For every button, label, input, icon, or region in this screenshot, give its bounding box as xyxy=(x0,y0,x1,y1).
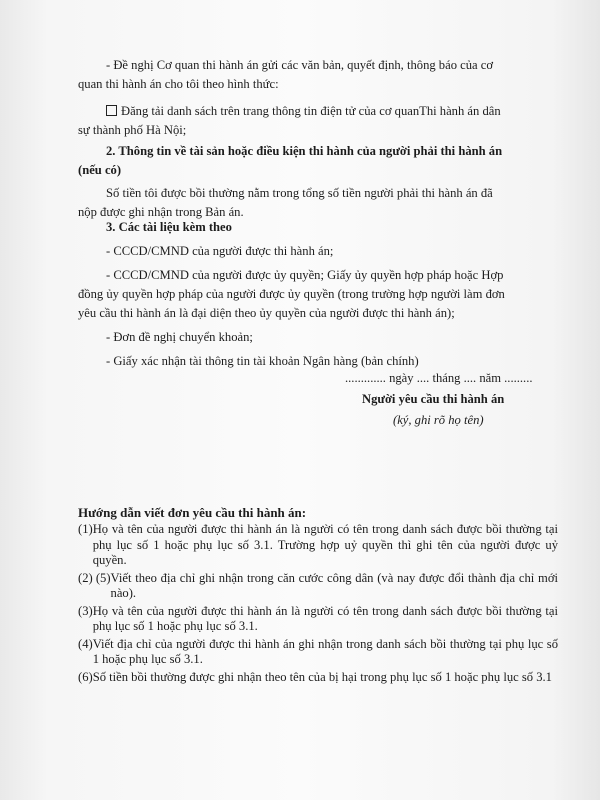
request-line-1: - Đề nghị Cơ quan thi hành án gửi các văn bản, quyết định, thông báo của cơ xyxy=(106,58,494,72)
signature-note: (ký, ghi rõ họ tên) xyxy=(393,413,484,427)
section-3-item-2a: - CCCD/CMND của người được ủy quyền; Giấy ủy quyền hợp pháp hoặc Hợp xyxy=(106,268,504,282)
guide-item-number: (2) (5) xyxy=(78,570,111,585)
checkbox-label-1: Đăng tải danh sách trên trang thông tin điện tử của cơ quanThi hành án dân xyxy=(121,104,501,118)
guide-item-text: Viết địa chỉ của người được thi hành án ghi nhận trong danh sách bồi thường tại phụ lục số 1 hoặc phụ lục số 3.1. xyxy=(92,636,558,666)
checkbox-label-2: sự thành phố Hà Nội; xyxy=(78,123,187,137)
section-3-item-4: - Giấy xác nhận tài thông tin tài khoản Ngân hàng (bản chính) xyxy=(106,354,419,368)
guide-item-number: (1) xyxy=(78,522,93,536)
guide-list xyxy=(78,522,558,687)
guide-item xyxy=(78,604,558,635)
checkbox-icon[interactable] xyxy=(106,105,117,116)
guide-item-number: (4) xyxy=(78,636,93,651)
request-paragraph xyxy=(78,56,548,140)
section-2-text-1: Số tiền tôi được bồi thường nằm trong tổng số tiền người phải thi hành án đã xyxy=(106,186,493,200)
guide-item-text: Viết theo địa chỉ ghi nhận trong căn cước công dân (và nay được đổi thành địa chỉ mới nào). xyxy=(110,570,558,600)
guide-item-number: (6) xyxy=(78,669,93,684)
section-3-item-1: - CCCD/CMND của người được thi hành án; xyxy=(106,244,334,258)
request-line-2: quan thi hành án cho tôi theo hình thức: xyxy=(78,77,279,91)
section-3-item-2c: yêu cầu thi hành án là đại diện theo ủy quyền của người được thi hành án); xyxy=(78,306,455,320)
section-2-text-2: nộp được ghi nhận trong Bản án. xyxy=(78,205,244,219)
guide-item xyxy=(78,670,558,686)
section-3 xyxy=(78,218,548,371)
section-2-heading-1: 2. Thông tin về tài sản hoặc điều kiện thi hành của người phải thi hành án xyxy=(106,144,503,158)
section-3-heading: 3. Các tài liệu kèm theo xyxy=(106,220,232,234)
section-2-heading-2: (nếu có) xyxy=(78,163,122,177)
guide-title: Hướng dẫn viết đơn yêu cầu thi hành án: xyxy=(78,505,307,520)
guide-item xyxy=(78,637,558,668)
section-3-item-2b: đồng ủy quyền hợp pháp của người được ủy quyền (trong trường hợp người làm đơn xyxy=(78,287,505,301)
guide-item-number: (3) xyxy=(78,603,93,618)
guide-item-text: Số tiền bồi thường được ghi nhận theo tên của bị hại trong phụ lục số 1 hoặc phụ lục số 3.1 xyxy=(92,669,552,684)
checkbox-option[interactable] xyxy=(78,102,548,121)
signature-title: Người yêu cầu thi hành án xyxy=(362,392,505,406)
guide-item xyxy=(78,571,558,602)
section-2 xyxy=(78,142,548,222)
guide-item xyxy=(78,522,558,569)
guide-item-text: Họ và tên của người được thi hành án là người có tên trong danh sách được bồi thường tại phụ lục số 1 hoặc phụ lục số 3.1. xyxy=(92,603,558,633)
section-3-item-3: - Đơn đề nghị chuyển khoản; xyxy=(106,330,253,344)
guide-item-text: Họ và tên của người được thi hành án là người có tên trong danh sách được bồi thường tại phụ lục số 1 hoặc phụ lục số 3.1. Trường hợp uỷ quyền thì ghi tên của người được uỷ quyền. xyxy=(92,522,558,567)
signature-date: ............. ngày .... tháng .... năm ......... xyxy=(345,371,533,385)
